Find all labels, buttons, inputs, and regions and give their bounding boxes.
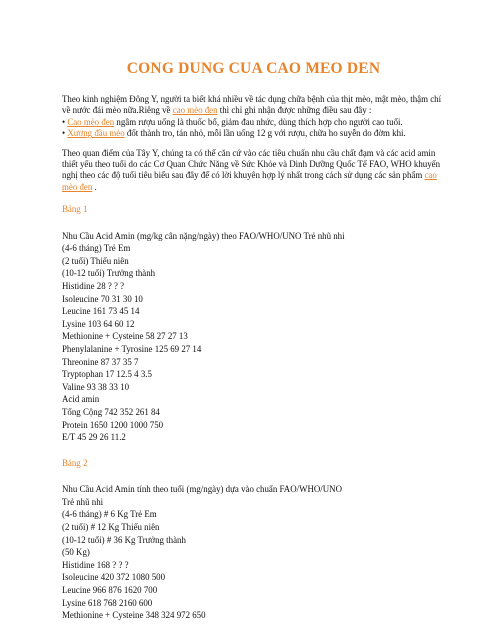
bullet-item-2 [62,128,445,139]
table1-line: E/T 45 29 26 11.2 [62,432,126,443]
intro-paragraph [62,94,445,117]
bullet-marker: • [62,128,68,139]
table1-line: Methionine + Cysteine 58 27 27 13 [62,331,188,342]
table1-line: Histidine 28 ? ? ? [62,281,125,292]
table2-line: Methionine + Cysteine 348 324 972 650 [62,610,206,621]
table1-line: Phenylalanine + Tyrosine 125 69 27 14 [62,344,202,354]
table1-lines [62,230,445,444]
table1-line: Nhu Cầu Acid Amin (mg/kg cân nặng/ngày) theo FAO/WHO/UNO Trẻ nhũ nhi [62,230,345,241]
para2-link-cao-meo-den[interactable]: cao mèo đen [62,170,437,192]
table2-line: Leucine 966 876 1620 700 [62,584,158,595]
document-title: CONG DUNG CUA CAO MEO DEN [126,60,381,77]
fao-who-paragraph [62,148,445,194]
table1-line: Protein 1650 1200 1000 750 [62,419,164,430]
table2-line: (10-12 tuổi) # 36 Kg Trưởng thành [62,534,186,545]
table1-line: Valine 93 38 33 10 [62,381,130,392]
table2-line: Nhu Cầu Acid Amin tính theo tuổi (mg/ngày) dựa vào chuẩn FAO/WHO/UNO [62,484,342,495]
bullet-text: đốt thành tro, tán nhỏ, mỗi lần uống 12 g với rượu, chữa ho suyễn do đờm khi. [124,128,406,139]
table2-line: Lysine 618 768 2160 600 [62,597,153,608]
table2-line: Trẻ nhũ nhi [62,496,104,507]
bullet-link-cao-meo-den[interactable]: Cao mèo đen [67,116,115,127]
table1-line: (4-6 tháng) Trẻ Em [62,243,131,254]
table2-line: Histidine 168 ? ? ? [62,559,129,570]
intro-link-cao-meo-den[interactable]: cao mèo đen [172,105,218,116]
table2-line: Isoleucine 420 372 1080 500 [62,572,166,583]
table2-line: (2 tuổi) # 12 Kg Thiếu niên [62,521,160,532]
para2-text-end: . [92,181,97,192]
table1-line: Leucine 161 73 45 14 [62,306,140,317]
bullet-text: ngâm rượu uống là thuốc bổ, giảm đau nhức, dùng thích hợp cho người cao tuổi. [114,116,403,127]
intro-text: Theo kinh nghiệm Đông Y, người ta biết khá nhiều về tác dụng chữa bệnh của thịt mèo, mật mèo, thậm chí về nước đái mèo nữa.Riêng về [62,94,442,116]
table2-heading: Bảng 2 [62,457,88,468]
para2-text: Theo quan điểm của Tây Y, chúng ta có thể căn cứ vào các tiêu chuẩn nhu cầu chất đạm và các acid amin thiết yếu theo tuổi do các Cơ Quan Chức Năng về Sức Khỏe và Dinh Dưỡng Quốc Tế FAO, WHO khuyến nghị theo các độ tuổi tiêu biểu sau đây để có lời khuyên hợp lý nhất trong cách sử dụng các sản phẩm [62,147,441,181]
table2-line: (50 Kg) [62,547,90,558]
table1-line: Isoleucine 70 31 30 10 [62,293,143,304]
bullet-marker: • [62,116,68,127]
bullet-item-1 [62,117,445,128]
table1-line: Tổng Cộng 742 352 261 84 [62,406,160,417]
table1-line: (2 tuổi) Thiếu niên [62,255,129,266]
table1-line: Lysine 103 64 60 12 [62,318,135,329]
bullet-link-xuong-dau-meo[interactable]: Xương đầu mèo [67,128,125,139]
table1-line: Threonine 87 37 35 7 [62,356,139,367]
intro-text-end: thì chỉ ghi nhận được những điều sau đây : [217,105,372,116]
table1-heading: Bảng 1 [62,204,88,215]
table1-line: Tryptophan 17 12.5 4 3.5 [62,369,152,380]
table1-line: Acid amin [62,394,100,405]
table2-lines [62,483,445,622]
table2-line: (4-6 tháng) # 6 Kg Trẻ Em [62,509,157,520]
table1-line: (10-12 tuổi) Trưởng thành [62,268,156,279]
